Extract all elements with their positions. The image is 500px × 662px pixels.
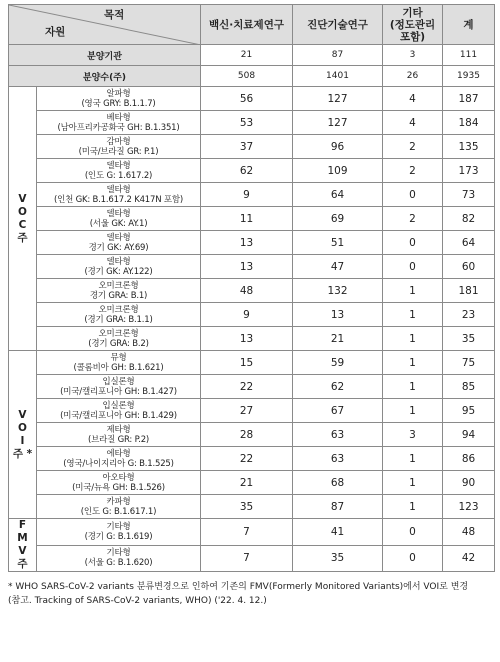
variant-count: 21 <box>201 471 293 495</box>
variant-name-cell <box>37 519 201 546</box>
row-axis-label: 자원 <box>45 26 66 38</box>
variant-count: 0 <box>383 519 443 546</box>
variant-lineage: (경기 GRA: B.1.1) <box>84 314 153 325</box>
variant-count: 37 <box>201 135 293 159</box>
variant-name: 오미크론형 <box>98 280 139 291</box>
variant-name-cell <box>37 351 201 375</box>
variant-count: 123 <box>443 495 495 519</box>
variant-count: 184 <box>443 111 495 135</box>
variant-name: 델타형 <box>106 256 131 267</box>
variant-row <box>9 303 495 327</box>
variant-count: 47 <box>293 255 383 279</box>
variant-count: 96 <box>293 135 383 159</box>
variant-name-cell <box>37 231 201 255</box>
variant-count: 109 <box>293 159 383 183</box>
variant-name-cell <box>37 135 201 159</box>
variant-name: 베타형 <box>106 112 131 123</box>
variant-name: 입실론형 <box>102 376 135 387</box>
variant-count: 35 <box>201 495 293 519</box>
variant-name-cell <box>37 399 201 423</box>
variant-distribution-table-container <box>8 4 494 608</box>
column-header-other: 기타 (정도관리 포함) <box>383 5 443 45</box>
variant-count: 73 <box>443 183 495 207</box>
variant-lineage: (영국/나이지리아 G: B.1.525) <box>63 458 174 469</box>
variant-count: 86 <box>443 447 495 471</box>
variant-count: 0 <box>383 255 443 279</box>
variant-count: 51 <box>293 231 383 255</box>
variant-name-cell <box>37 303 201 327</box>
variant-row <box>9 87 495 111</box>
variant-count: 42 <box>443 545 495 572</box>
variant-row <box>9 231 495 255</box>
variant-row <box>9 159 495 183</box>
variant-lineage: (인도 G: 1.617.2) <box>84 170 153 181</box>
variant-row <box>9 279 495 303</box>
variant-count: 4 <box>383 111 443 135</box>
variant-name-cell <box>37 545 201 572</box>
variant-lineage: (콜롬비아 GH: B.1.621) <box>73 362 164 373</box>
variant-name-cell <box>37 423 201 447</box>
group-label: F M V 주 <box>9 519 37 572</box>
summary-value: 26 <box>383 66 443 87</box>
variant-lineage: (미국/뉴욕 GH: B.1.526) <box>72 482 165 493</box>
column-axis-label: 목적 <box>104 9 125 21</box>
variant-row <box>9 111 495 135</box>
variant-lineage: 경기 GK: AY.69) <box>88 242 149 253</box>
variant-count: 13 <box>201 327 293 351</box>
summary-value: 508 <box>201 66 293 87</box>
variant-name: 제타형 <box>106 424 131 435</box>
column-header-vaccine: 백신·치료제연구 <box>201 5 293 45</box>
variant-lineage: (인도 G: B.1.617.1) <box>80 506 157 517</box>
variant-row <box>9 495 495 519</box>
variant-count: 22 <box>201 375 293 399</box>
variant-name: 오미크론형 <box>98 328 139 339</box>
variant-count: 15 <box>201 351 293 375</box>
summary-value: 3 <box>383 45 443 66</box>
variant-name: 기타형 <box>106 521 131 532</box>
variant-name-cell <box>37 447 201 471</box>
summary-value: 21 <box>201 45 293 66</box>
variant-count: 7 <box>201 519 293 546</box>
variant-count: 2 <box>383 159 443 183</box>
variant-lineage: (서울 GK: AY.1) <box>89 218 148 229</box>
variant-count: 181 <box>443 279 495 303</box>
variant-count: 35 <box>293 545 383 572</box>
variant-name: 델타형 <box>106 208 131 219</box>
variant-row <box>9 423 495 447</box>
variant-count: 64 <box>443 231 495 255</box>
summary-value: 1935 <box>443 66 495 87</box>
variant-count: 135 <box>443 135 495 159</box>
variant-count: 132 <box>293 279 383 303</box>
variant-lineage: (남아프리카공화국 GH: B.1.351) <box>57 122 180 133</box>
variant-row <box>9 255 495 279</box>
variant-count: 2 <box>383 135 443 159</box>
variant-name-cell <box>37 327 201 351</box>
variant-count: 23 <box>443 303 495 327</box>
variant-name: 감마형 <box>106 136 131 147</box>
variant-name-cell <box>37 183 201 207</box>
variant-count: 1 <box>383 471 443 495</box>
variant-count: 0 <box>383 183 443 207</box>
variant-count: 41 <box>293 519 383 546</box>
variant-count: 1 <box>383 495 443 519</box>
variant-row <box>9 545 495 572</box>
summary-row <box>9 45 495 66</box>
variant-row <box>9 375 495 399</box>
table-body <box>9 5 495 572</box>
variant-count: 9 <box>201 303 293 327</box>
variant-lineage: 경기 GRA: B.1) <box>89 290 148 301</box>
variant-count: 94 <box>443 423 495 447</box>
variant-count: 64 <box>293 183 383 207</box>
variant-row <box>9 207 495 231</box>
variant-count: 1 <box>383 351 443 375</box>
variant-name: 뮤형 <box>110 352 127 363</box>
variant-row <box>9 471 495 495</box>
variant-count: 67 <box>293 399 383 423</box>
variant-count: 87 <box>293 495 383 519</box>
variant-count: 1 <box>383 399 443 423</box>
variant-count: 22 <box>201 447 293 471</box>
variant-count: 11 <box>201 207 293 231</box>
summary-row <box>9 66 495 87</box>
footnote-line: * WHO SARS-CoV-2 variants 분류변경으로 인하여 기존의 FMV(Formerly Monitored Variants)에서 VOI로 변경 <box>8 582 469 592</box>
variant-count: 82 <box>443 207 495 231</box>
variant-count: 127 <box>293 87 383 111</box>
variant-name: 카파형 <box>106 496 131 507</box>
diagonal-header-cell <box>9 5 201 45</box>
variant-name-cell <box>37 87 201 111</box>
variant-count: 1 <box>383 279 443 303</box>
variant-count: 60 <box>443 255 495 279</box>
variant-count: 13 <box>293 303 383 327</box>
variant-name: 오미크론형 <box>98 304 139 315</box>
variant-count: 68 <box>293 471 383 495</box>
variant-name-cell <box>37 279 201 303</box>
variant-lineage: (경기 GRA: B.2) <box>88 338 149 349</box>
variant-name: 입실론형 <box>102 400 135 411</box>
variant-lineage: (인천 GK: B.1.617.2 K417N 포함) <box>53 194 184 205</box>
variant-count: 1 <box>383 303 443 327</box>
variant-count: 1 <box>383 375 443 399</box>
variant-row <box>9 183 495 207</box>
variant-count: 48 <box>201 279 293 303</box>
footnote <box>8 580 494 608</box>
variant-count: 35 <box>443 327 495 351</box>
variant-name-cell <box>37 255 201 279</box>
variant-count: 13 <box>201 231 293 255</box>
variant-count: 85 <box>443 375 495 399</box>
summary-label: 분양기관 <box>9 45 201 66</box>
summary-value: 1401 <box>293 66 383 87</box>
variant-name: 델타형 <box>106 160 131 171</box>
variant-row <box>9 327 495 351</box>
variant-lineage: (브라질 GR: P.2) <box>87 434 150 445</box>
variant-name: 델타형 <box>106 184 131 195</box>
variant-name-cell <box>37 495 201 519</box>
variant-lineage: (경기 G: B.1.619) <box>84 531 153 542</box>
group-label: V O I 주 * <box>9 351 37 519</box>
column-header-diagnostic: 진단기술연구 <box>293 5 383 45</box>
variant-name: 기타형 <box>106 548 131 559</box>
footnote-line: (참고. Tracking of SARS-CoV-2 variants, WHO) ('22. 4. 12.) <box>8 596 267 606</box>
variant-name-cell <box>37 159 201 183</box>
variant-count: 173 <box>443 159 495 183</box>
variant-count: 0 <box>383 545 443 572</box>
variant-count: 90 <box>443 471 495 495</box>
variant-distribution-table <box>8 4 495 572</box>
variant-count: 1 <box>383 447 443 471</box>
variant-count: 2 <box>383 207 443 231</box>
summary-label: 분양수(주) <box>9 66 201 87</box>
variant-lineage: (미국/브라질 GR: P.1) <box>78 146 159 157</box>
group-label: V O C 주 <box>9 87 37 351</box>
variant-count: 63 <box>293 423 383 447</box>
variant-count: 56 <box>201 87 293 111</box>
variant-count: 53 <box>201 111 293 135</box>
variant-count: 63 <box>293 447 383 471</box>
variant-name-cell <box>37 375 201 399</box>
summary-value: 111 <box>443 45 495 66</box>
variant-count: 48 <box>443 519 495 546</box>
variant-row <box>9 519 495 546</box>
variant-name-cell <box>37 471 201 495</box>
variant-row <box>9 135 495 159</box>
variant-count: 127 <box>293 111 383 135</box>
variant-row <box>9 399 495 423</box>
variant-count: 7 <box>201 545 293 572</box>
variant-count: 0 <box>383 231 443 255</box>
variant-count: 69 <box>293 207 383 231</box>
variant-name-cell <box>37 207 201 231</box>
column-header-total: 계 <box>443 5 495 45</box>
variant-count: 27 <box>201 399 293 423</box>
variant-count: 75 <box>443 351 495 375</box>
variant-name: 아오타형 <box>102 472 135 483</box>
variant-count: 28 <box>201 423 293 447</box>
variant-name: 에타형 <box>106 448 131 459</box>
variant-count: 13 <box>201 255 293 279</box>
summary-value: 87 <box>293 45 383 66</box>
variant-lineage: (서울 G: B.1.620) <box>84 558 153 569</box>
variant-count: 3 <box>383 423 443 447</box>
variant-row <box>9 351 495 375</box>
variant-lineage: (영국 GRY: B.1.1.7) <box>81 98 156 109</box>
variant-lineage: (미국/캘리포니아 GH: B.1.429) <box>60 410 177 421</box>
variant-count: 62 <box>293 375 383 399</box>
variant-name: 델타형 <box>106 232 131 243</box>
variant-count: 59 <box>293 351 383 375</box>
variant-name-cell <box>37 111 201 135</box>
variant-count: 21 <box>293 327 383 351</box>
variant-lineage: (경기 GK: AY.122) <box>84 266 153 277</box>
variant-row <box>9 447 495 471</box>
variant-name: 알파형 <box>106 88 131 99</box>
variant-count: 1 <box>383 327 443 351</box>
variant-count: 187 <box>443 87 495 111</box>
variant-count: 9 <box>201 183 293 207</box>
variant-count: 95 <box>443 399 495 423</box>
variant-count: 4 <box>383 87 443 111</box>
variant-lineage: (미국/캘리포니아 GH: B.1.427) <box>60 386 177 397</box>
header-row <box>9 5 495 45</box>
variant-count: 62 <box>201 159 293 183</box>
